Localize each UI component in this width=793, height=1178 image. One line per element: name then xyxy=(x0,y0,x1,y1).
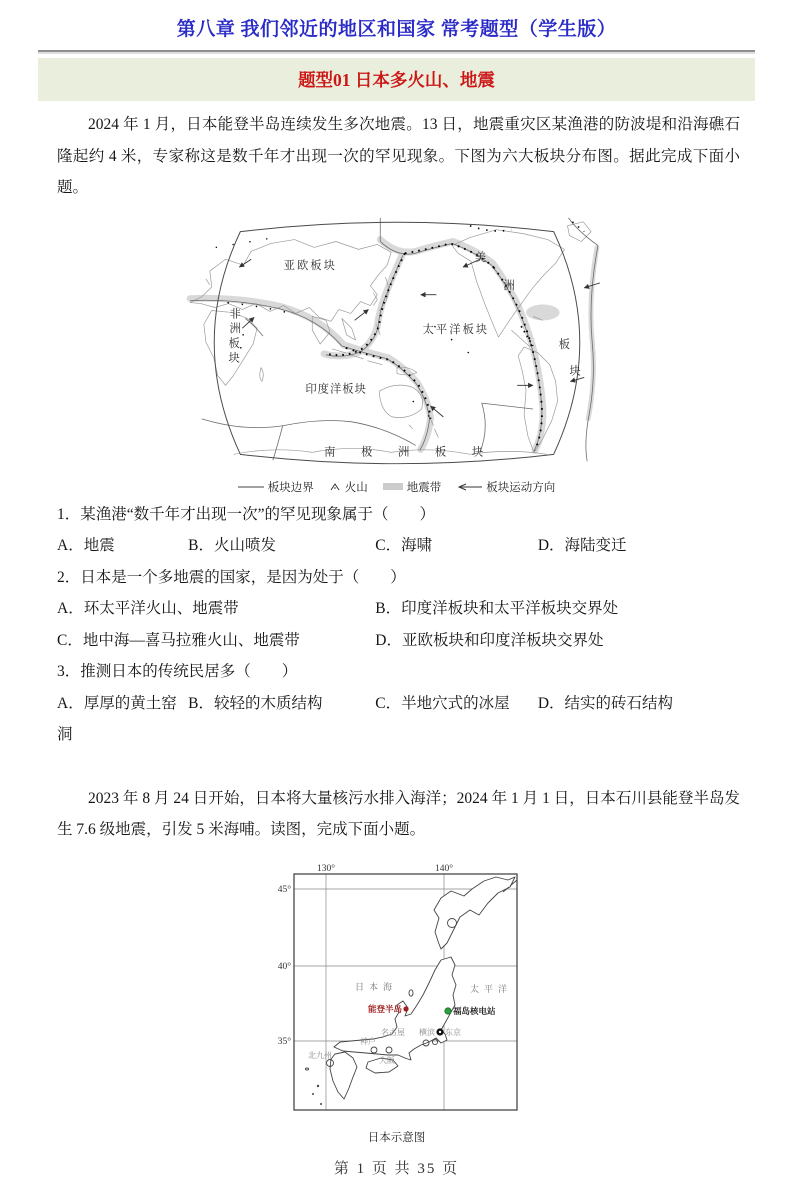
page-number: 第 1 页 共 35 页 xyxy=(333,1160,460,1177)
question-1-option-c: C．海啸 xyxy=(375,537,433,554)
question-2-option-b: B．印度洋板块和太平洋板块交界处 xyxy=(375,600,619,617)
legend-volcano-label: 火山 xyxy=(344,481,368,494)
page-title: 第八章 我们邻近的地区和国家 常考题型（学生版） xyxy=(176,19,617,40)
label-fukushima-plant: 福岛核电站 xyxy=(452,1005,496,1016)
label-americas-plate-char2: 块 xyxy=(568,365,581,378)
question-1-options xyxy=(57,530,740,562)
legend-belt xyxy=(383,479,442,495)
label-eurasia-plate: 亚欧板块 xyxy=(283,259,337,272)
intro-paragraph-2: 2023 年 8 月 24 日开始，日本将大量核污水排入海洋；2024 年 1 月 1 日，日本石川县能登半岛发生 7.6 级地震，引发 5 米海哺。读图，完成下面小题。 xyxy=(57,789,740,838)
horizontal-rule xyxy=(38,50,755,54)
legend-belt-label: 地震带 xyxy=(406,481,442,494)
legend-volcano xyxy=(329,479,368,495)
lat-label-45: 45° xyxy=(277,884,291,895)
label-tokyo: 东京 xyxy=(444,1027,461,1037)
question-2-options xyxy=(57,593,740,656)
intro-paragraph-1: 2024 年 1 月，日本能登半岛连续发生多次地震。13 日，地震重灾区某渔港的防波堤和沿海礁石隆起约 4 米，专家称这是数千年才出现一次的罕见现象。下图为六大板块分布图。据此完成下面小题。 xyxy=(57,116,740,196)
label-sea-of-japan: 日本海 xyxy=(354,981,397,992)
volcano-icon xyxy=(329,482,341,491)
label-kitakyushu: 北九州 xyxy=(307,1050,332,1060)
lon-label-140: 140° xyxy=(434,863,453,874)
small-islands xyxy=(312,1084,322,1104)
seismic-belts xyxy=(190,239,597,450)
section-title-bar xyxy=(38,58,755,101)
question-1-option-a: A．地震 xyxy=(57,537,115,554)
label-kobe: 神户 xyxy=(359,1036,376,1046)
legend-motion xyxy=(456,479,555,495)
label-osaka: 大阪 xyxy=(378,1055,395,1065)
question-2-option-a: A．环太平洋火山、地震带 xyxy=(57,600,239,617)
japan-map xyxy=(270,862,524,1122)
question-3-stem: 3．推测日本的传统民居多（ ） xyxy=(57,663,298,680)
label-africa-plate-char4: 块 xyxy=(228,352,240,365)
lat-label-40: 40° xyxy=(277,961,291,972)
label-africa-plate-char2: 洲 xyxy=(229,322,241,335)
question-1-stem: 1．某渔港“数千年才出现一次”的罕见现象属于（ ） xyxy=(57,505,436,523)
plate-map-figure xyxy=(0,208,793,495)
question-1-option-b: B．火山喷发 xyxy=(188,537,276,554)
label-noto-peninsula: 能登半岛 xyxy=(367,1003,402,1014)
label-americas-char2: 洲 xyxy=(502,279,515,292)
plate-boundary-line-icon xyxy=(238,484,264,490)
legend-boundary xyxy=(238,479,314,495)
yokohama-circle xyxy=(432,1039,437,1044)
label-africa-plate-char1: 非 xyxy=(229,307,241,320)
motion-arrow-icon xyxy=(456,483,482,491)
question-2-stem: 2．日本是一个多地震的国家，是因为处于（ ） xyxy=(57,568,406,586)
seismic-belt-icon xyxy=(383,482,403,491)
caribbean-belt xyxy=(526,304,560,320)
question-2-option-c: C．地中海—喜马拉雅火山、地震带 xyxy=(57,631,300,649)
label-indian-plate: 印度洋板块 xyxy=(304,382,367,395)
question-3-option-b: B．较轻的木质结构 xyxy=(188,694,323,712)
question-3-options xyxy=(57,688,740,751)
question-2-option-d: D．亚欧板块和印度洋板块交界处 xyxy=(375,631,604,649)
question-3-option-c: C．半地穴式的冰屋 xyxy=(375,694,510,712)
fukushima-plant-dot xyxy=(444,1007,450,1013)
plate-boundaries xyxy=(190,217,598,460)
label-yokohama: 横滨 xyxy=(418,1027,435,1037)
lat-label-35: 35° xyxy=(277,1036,291,1047)
label-africa-plate-char3: 板 xyxy=(228,337,240,350)
map-legend xyxy=(0,479,793,495)
section-title: 题型01 日本多火山、地震 xyxy=(298,70,495,90)
world-plate-map xyxy=(183,208,611,476)
question-3-option-d: D．结实的砖石结构 xyxy=(537,694,674,712)
japan-map-caption: 日本示意图 xyxy=(367,1131,426,1144)
label-antarctic-plate: 南极洲板块 xyxy=(323,445,509,458)
label-americas-char1: 美 xyxy=(474,251,486,264)
lon-label-130: 130° xyxy=(316,863,335,874)
question-1 xyxy=(57,499,740,562)
legend-boundary-label: 板块边界 xyxy=(267,481,314,494)
tokyo-dot-center xyxy=(438,1030,440,1032)
question-3 xyxy=(57,656,740,751)
label-nagoya: 名古屋 xyxy=(380,1027,405,1037)
plate-labels xyxy=(228,251,580,458)
label-pacific-plate: 太平洋板块 xyxy=(422,323,489,336)
label-americas-plate-char1: 板 xyxy=(558,338,570,351)
label-pacific-ocean: 太平洋 xyxy=(469,983,512,994)
question-2 xyxy=(57,562,740,657)
legend-motion-label: 板块运动方向 xyxy=(486,481,556,494)
noto-epicenter-dot xyxy=(403,1006,408,1011)
question-1-option-d: D．海陆变迁 xyxy=(537,537,627,554)
japan-map-figure xyxy=(0,862,793,1145)
question-3-option-a: A．厚厚的黄土窑洞 xyxy=(57,694,177,743)
